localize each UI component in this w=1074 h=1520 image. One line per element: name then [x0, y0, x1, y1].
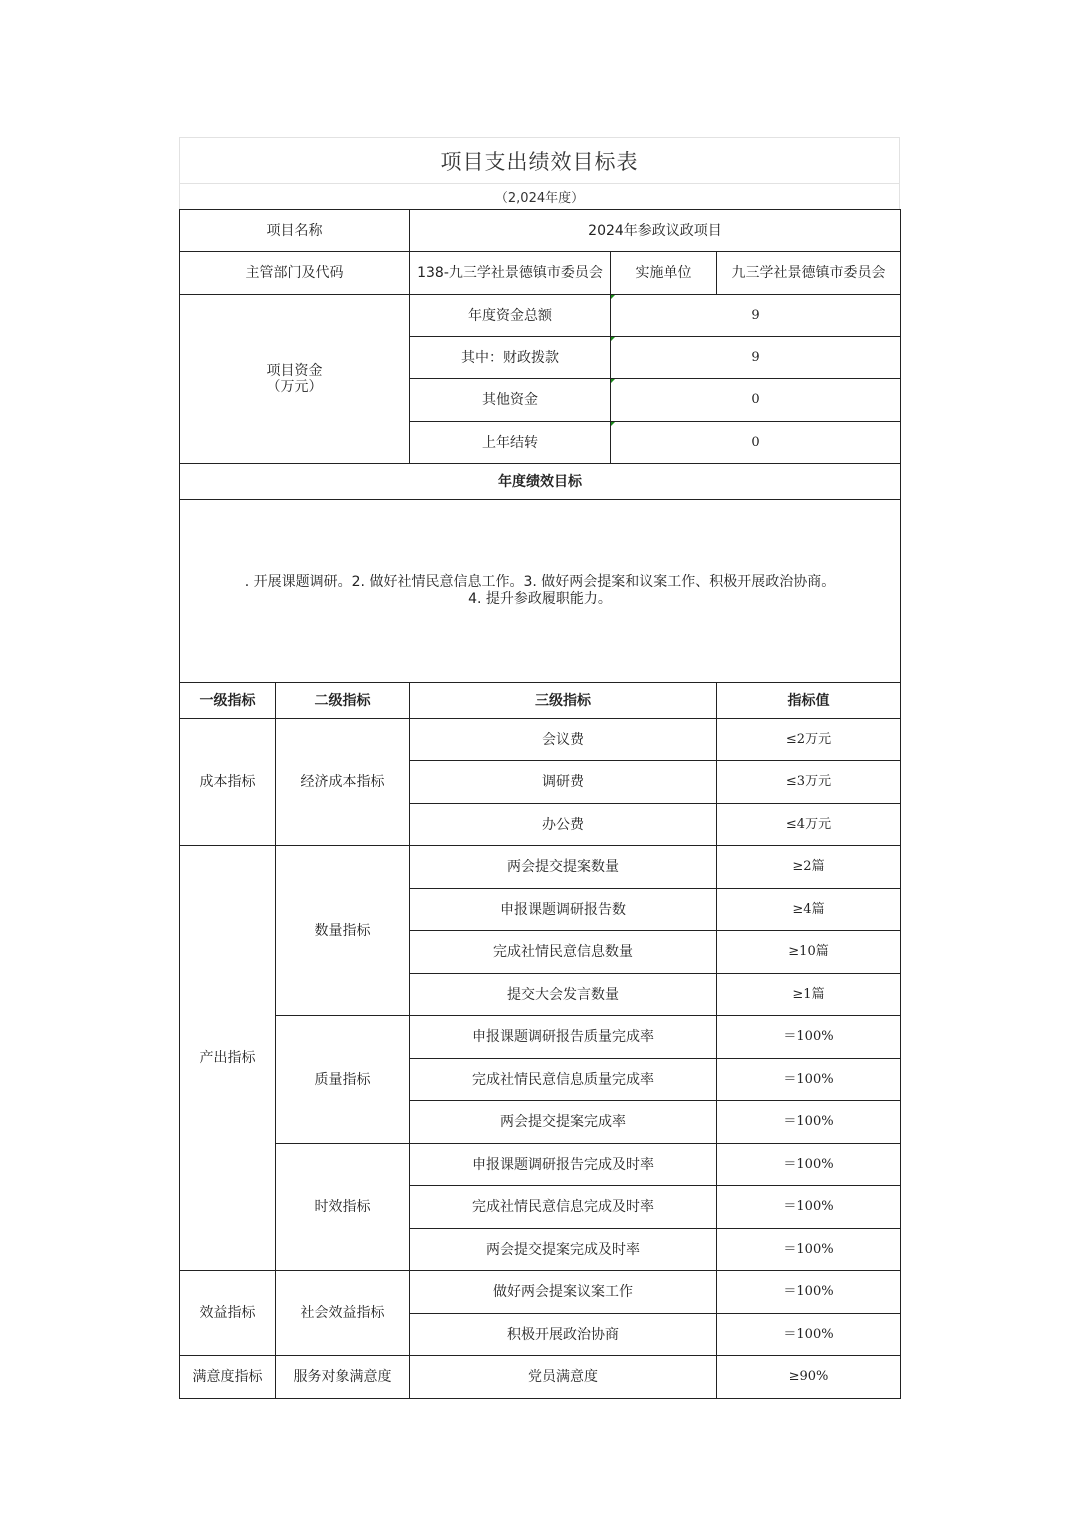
indicator-name: 申报课题调研报告完成及时率 — [410, 1144, 717, 1186]
indicator-name: 办公费 — [410, 804, 717, 846]
indicator-value: ≥2篇 — [717, 846, 901, 889]
fund-item-value: 9 — [611, 295, 901, 337]
target-table — [179, 209, 901, 1399]
indicator-value: ＝100% — [717, 1016, 901, 1059]
project-name-label: 项目名称 — [180, 210, 410, 252]
impl-label: 实施单位 — [611, 252, 717, 295]
indicator-name: 党员满意度 — [410, 1356, 717, 1399]
indicator-name: 两会提交提案数量 — [410, 846, 717, 889]
indicator-name: 申报课题调研报告质量完成率 — [410, 1016, 717, 1059]
fund-unit: （万元） — [266, 379, 323, 395]
header-value: 指标值 — [717, 683, 901, 719]
indicator-value: ≤3万元 — [717, 761, 901, 804]
indicator-value: ≤4万元 — [717, 804, 901, 846]
indicator-value: ≥1篇 — [717, 974, 901, 1016]
department-row — [180, 252, 901, 295]
indicator-name: 会议费 — [410, 719, 717, 761]
fund-label-cell — [180, 295, 410, 464]
dept-label: 主管部门及代码 — [180, 252, 410, 295]
indicator-header-row — [180, 683, 901, 719]
sheet-title: 项目支出绩效目标表 — [179, 137, 900, 183]
performance-target-sheet — [179, 137, 900, 1399]
dept-value: 138-九三学社景德镇市委员会 — [410, 252, 611, 295]
table-row — [180, 1144, 901, 1186]
level1-cell: 成本指标 — [180, 719, 276, 846]
table-row — [180, 719, 901, 761]
indicator-name: 调研费 — [410, 761, 717, 804]
indicator-name: 两会提交提案完成率 — [410, 1101, 717, 1144]
fund-item-label: 其他资金 — [410, 379, 611, 422]
annual-goal-text — [180, 500, 901, 683]
indicator-value: ＝100% — [717, 1144, 901, 1186]
fund-item-label: 其中：财政拨款 — [410, 337, 611, 379]
year-note: （2,024年度） — [179, 183, 900, 209]
table-row — [180, 1016, 901, 1059]
indicator-name: 提交大会发言数量 — [410, 974, 717, 1016]
level2-cell: 数量指标 — [276, 846, 410, 1016]
level2-cell: 服务对象满意度 — [276, 1356, 410, 1399]
indicator-name: 完成社情民意信息质量完成率 — [410, 1059, 717, 1101]
level1-cell: 效益指标 — [180, 1271, 276, 1356]
annual-goal-heading-row — [180, 464, 901, 500]
fund-item-value: 0 — [611, 379, 901, 422]
indicator-name: 完成社情民意信息数量 — [410, 931, 717, 974]
level1-cell: 产出指标 — [180, 846, 276, 1271]
header-level1: 一级指标 — [180, 683, 276, 719]
fund-item-value: 0 — [611, 422, 901, 464]
indicator-value: ＝100% — [717, 1314, 901, 1356]
fund-item-label: 年度资金总额 — [410, 295, 611, 337]
indicator-name: 完成社情民意信息完成及时率 — [410, 1186, 717, 1229]
indicator-name: 申报课题调研报告数 — [410, 889, 717, 931]
header-level3: 三级指标 — [410, 683, 717, 719]
indicator-value: ＝100% — [717, 1059, 901, 1101]
table-row — [180, 846, 901, 889]
header-level2: 二级指标 — [276, 683, 410, 719]
annual-goal-heading: 年度绩效目标 — [180, 464, 901, 500]
fund-item-label: 上年结转 — [410, 422, 611, 464]
fund-row — [180, 295, 901, 337]
indicator-value: ＝100% — [717, 1229, 901, 1271]
indicator-name: 两会提交提案完成及时率 — [410, 1229, 717, 1271]
annual-goal-line: . 开展课题调研。2. 做好社情民意信息工作。3. 做好两会提案和议案工作、积极开展政治协商。 — [244, 574, 836, 590]
annual-goal-row — [180, 500, 901, 683]
indicator-name: 积极开展政治协商 — [410, 1314, 717, 1356]
indicator-value: ＝100% — [717, 1101, 901, 1144]
project-name-value: 2024年参政议政项目 — [410, 210, 901, 252]
level2-cell: 经济成本指标 — [276, 719, 410, 846]
indicator-value: ＝100% — [717, 1186, 901, 1229]
indicator-value: ≥10篇 — [717, 931, 901, 974]
fund-item-value: 9 — [611, 337, 901, 379]
table-row — [180, 1356, 901, 1399]
table-row — [180, 1271, 901, 1314]
indicator-value: ≥90% — [717, 1356, 901, 1399]
impl-value: 九三学社景德镇市委员会 — [717, 252, 901, 295]
fund-label: 项目资金 — [266, 363, 323, 379]
level2-cell: 社会效益指标 — [276, 1271, 410, 1356]
indicator-name: 做好两会提案议案工作 — [410, 1271, 717, 1314]
annual-goal-line: 4. 提升参政履职能力。 — [468, 591, 612, 607]
level2-cell: 质量指标 — [276, 1016, 410, 1144]
indicator-value: ≥4篇 — [717, 889, 901, 931]
indicator-value: ＝100% — [717, 1271, 901, 1314]
project-name-row — [180, 210, 901, 252]
indicator-value: ≤2万元 — [717, 719, 901, 761]
level2-cell: 时效指标 — [276, 1144, 410, 1271]
level1-cell: 满意度指标 — [180, 1356, 276, 1399]
